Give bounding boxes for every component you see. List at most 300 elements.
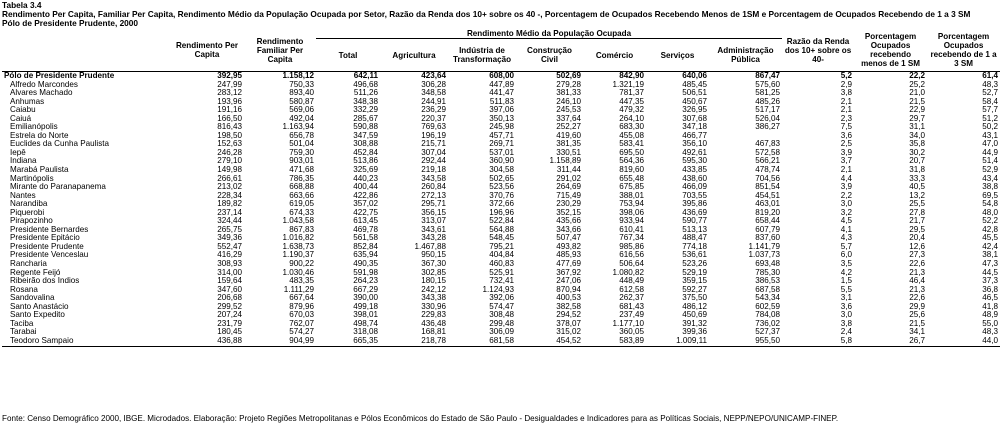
header-per-capita: Rendimento Per Capita: [170, 29, 244, 72]
table-cell: 477,69: [556, 260, 581, 269]
table-cell: 352,15: [556, 208, 581, 217]
table-cell: 159,64: [217, 277, 242, 286]
table-cell: 13,2: [909, 191, 926, 200]
table-cell: 35,8: [909, 140, 926, 149]
table-cell: 548,45: [489, 234, 514, 243]
table-cell: 295,71: [421, 200, 446, 209]
table-cell: 391,32: [682, 319, 707, 328]
table-cell: 313,07: [421, 217, 446, 226]
table-cell: 469,78: [353, 225, 378, 234]
table-cell: 180,45: [217, 328, 242, 337]
table-cell: 237,49: [619, 311, 644, 320]
table-cell: 513,86: [353, 157, 378, 166]
table-row: [2, 303, 1000, 312]
table-cell: 347,59: [353, 131, 378, 140]
table-cell: 388,01: [619, 191, 644, 200]
table-cell: 483,35: [289, 277, 314, 286]
table-cell: 350,13: [489, 114, 514, 123]
table-cell: 1.158,89: [549, 157, 581, 166]
table-cell: 658,44: [755, 217, 781, 226]
table-cell: 7,5: [840, 123, 853, 132]
table-cell: 460,83: [489, 260, 514, 269]
table-cell: 502,69: [556, 71, 581, 80]
table-cell: 4,3: [840, 234, 853, 243]
table-cell: 215,71: [421, 140, 446, 149]
table-cell: 441,47: [489, 89, 514, 98]
table-cell: 527,37: [755, 328, 781, 337]
table-cell: 38,8: [982, 183, 999, 192]
table-cell: 499,18: [353, 302, 378, 311]
table-cell: 299,52: [217, 302, 242, 311]
table-cell: 237,14: [217, 208, 242, 217]
table-cell: 22,9: [909, 106, 926, 115]
table-cell: 330,51: [556, 148, 581, 157]
table-cell: 903,01: [289, 157, 314, 166]
table-cell: 25,2: [909, 80, 926, 89]
table-cell: 419,60: [556, 131, 581, 140]
table-cell: 736,02: [755, 319, 781, 328]
table-cell: 31,1: [909, 123, 926, 132]
locality-name: Presidente Epitácio: [10, 234, 80, 243]
table-cell: 423,64: [421, 71, 446, 80]
table-cell: 715,49: [556, 191, 581, 200]
table-cell: 762,07: [289, 319, 314, 328]
table-cell: 4,2: [840, 268, 853, 277]
table-row: [2, 175, 1000, 184]
table-cell: 436,69: [682, 208, 707, 217]
table-cell: 381,33: [556, 89, 581, 98]
table-cell: 347,18: [682, 123, 707, 132]
table-cell: 506,64: [619, 260, 644, 269]
table-cell: 486,12: [682, 302, 707, 311]
table-cell: 2,1: [840, 97, 853, 106]
table-cell: 463,01: [755, 200, 781, 209]
table-cell: 732,41: [489, 277, 514, 286]
table-cell: 386,27: [755, 123, 781, 132]
locality-name: Caiabu: [10, 106, 36, 115]
table-cell: 5,7: [840, 242, 853, 251]
table-cell: 5,2: [840, 71, 853, 80]
table-cell: 314,00: [217, 268, 242, 277]
table-row: [2, 294, 1000, 303]
locality-name: Tarabai: [10, 328, 37, 337]
table-number: Tabela 3.4: [2, 0, 42, 10]
table-cell: 523,56: [489, 183, 514, 192]
table-row: [2, 89, 1000, 98]
table-cell: 378,07: [556, 319, 581, 328]
table-cell: 1.016,82: [282, 234, 314, 243]
table-cell: 4,1: [840, 225, 853, 234]
table-cell: 48,0: [982, 208, 999, 217]
table-cell: 46,5: [982, 294, 999, 303]
table-cell: 1.638,73: [282, 242, 314, 251]
table-cell: 3,8: [840, 89, 853, 98]
table-cell: 343,38: [421, 294, 446, 303]
table-cell: 31,8: [909, 166, 926, 175]
table-cell: 52,7: [982, 89, 999, 98]
table-cell: 759,30: [289, 148, 314, 157]
table-cell: 466,77: [682, 131, 707, 140]
table-cell: 382,58: [556, 302, 581, 311]
header-industria: Indústria de Transformação: [448, 39, 516, 72]
table-cell: 591,98: [353, 268, 378, 277]
table-cell: 523,26: [682, 260, 707, 269]
table-cell: 569,06: [289, 106, 314, 115]
table-cell: 819,20: [755, 208, 781, 217]
locality-name: Presidente Venceslau: [10, 251, 89, 260]
table-cell: 347,60: [217, 285, 242, 294]
table-cell: 2,1: [840, 106, 853, 115]
total-row: [2, 72, 1000, 81]
table-cell: 416,29: [217, 251, 242, 260]
table-cell: 507,47: [556, 234, 581, 243]
table-cell: 213,02: [217, 183, 242, 192]
table-cell: 48,3: [982, 328, 999, 337]
header-1a3sm: Porcentagem Ocupados recebendo de 1 a 3 SM: [927, 29, 1000, 72]
locality-name: Rosana: [10, 285, 38, 294]
locality-name: Presidente Prudente: [10, 242, 84, 251]
table-cell: 198,50: [217, 131, 242, 140]
table-cell: 3,7: [840, 157, 853, 166]
table-cell: 41,8: [982, 302, 999, 311]
table-cell: 180,15: [421, 277, 446, 286]
table-cell: 367,92: [556, 268, 581, 277]
table-cell: 45,5: [982, 234, 999, 243]
table-cell: 36,8: [982, 285, 999, 294]
locality-name: Presidente Bernardes: [10, 225, 89, 234]
locality-name: Alfredo Marcondes: [10, 80, 78, 89]
table-cell: 330,96: [421, 302, 446, 311]
table-row: [2, 123, 1000, 132]
table-cell: 769,63: [421, 123, 446, 132]
table-cell: 247,99: [217, 80, 242, 89]
table-row: [2, 81, 1000, 90]
table-cell: 526,04: [755, 114, 781, 123]
table-cell: 400,53: [556, 294, 581, 303]
table-cell: 372,66: [489, 200, 514, 209]
table-cell: 52,9: [982, 166, 999, 175]
source-note: Fonte: Censo Demográfico 2000, IBGE. Microdados. Elaboração: Projeto Regiões Metropolitanas e Pólos Econômicos do Estado de São Paulo - Desigualdades e Indicadores para as Políticas Sociais, NEPP/NEPO/UNICAMP-FINEP.: [2, 414, 839, 423]
table-cell: 390,00: [353, 294, 378, 303]
table-cell: 360,05: [619, 328, 644, 337]
table-cell: 1.111,29: [283, 285, 314, 294]
table-cell: 674,33: [289, 208, 314, 217]
table-cell: 51,4: [982, 157, 999, 166]
table-cell: 12,6: [909, 242, 926, 251]
table-cell: 370,76: [489, 191, 514, 200]
table-cell: 168,81: [421, 328, 446, 337]
table-cell: 511,83: [489, 97, 514, 106]
table-row: [2, 311, 1000, 320]
table-cell: 3,0: [840, 200, 853, 209]
table-cell: 196,19: [421, 131, 446, 140]
table-cell: 583,41: [619, 140, 644, 149]
table-cell: 193,96: [217, 97, 242, 106]
table-cell: 400,44: [353, 183, 378, 192]
table-cell: 1.158,12: [282, 71, 314, 80]
table-cell: 448,49: [619, 277, 644, 286]
table-cell: 265,75: [217, 225, 242, 234]
table-cell: 663,66: [289, 191, 314, 200]
table-cell: 440,23: [353, 174, 378, 183]
table-cell: 299,48: [489, 319, 514, 328]
header-agricultura: Agricultura: [380, 39, 448, 72]
table-cell: 485,45: [682, 80, 707, 89]
table-cell: 6,0: [840, 251, 853, 260]
header-familiar: Rendimento Familiar Per Capita: [244, 29, 316, 72]
table-cell: 4,4: [840, 174, 853, 183]
table-cell: 392,95: [217, 71, 242, 80]
table-cell: 656,78: [289, 131, 314, 140]
table-cell: 343,61: [421, 225, 446, 234]
table-cell: 687,58: [755, 285, 781, 294]
table-cell: 29,7: [909, 114, 926, 123]
table-cell: 447,89: [489, 80, 514, 89]
table-cell: 536,61: [682, 251, 707, 260]
table-cell: 236,29: [421, 106, 446, 115]
table-cell: 357,02: [353, 200, 378, 209]
table-cell: 2,3: [840, 114, 853, 123]
table-cell: 306,28: [421, 80, 446, 89]
table-cell: 292,44: [421, 157, 446, 166]
locality-name: Emilianópolis: [10, 123, 58, 132]
table-cell: 337,64: [556, 114, 581, 123]
table-cell: 398,06: [619, 208, 644, 217]
table-cell: 422,86: [353, 191, 378, 200]
locality-name: Euclides da Cunha Paulista: [10, 140, 109, 149]
locality-name: Piquerobi: [10, 208, 45, 217]
table-row: [2, 337, 1000, 346]
table-cell: 34,0: [909, 131, 926, 140]
table-cell: 44,0: [927, 337, 1000, 346]
table-cell: 38,1: [982, 251, 999, 260]
locality-name: Santo Expedito: [10, 311, 65, 320]
table-cell: 1.177,10: [612, 319, 644, 328]
table-subtitle: Pólo de Presidente Prudente, 2000: [2, 18, 139, 28]
table-row: [2, 260, 1000, 269]
table-cell: 492,04: [289, 114, 314, 123]
table-cell: 348,38: [353, 97, 378, 106]
table-cell: 69,5: [982, 191, 999, 200]
table-cell: 867,47: [755, 71, 781, 80]
table-cell: 343,58: [421, 174, 446, 183]
table-cell: 196,96: [489, 208, 514, 217]
table-cell: 399,36: [682, 328, 707, 337]
table-cell: 851,54: [755, 183, 781, 192]
table-cell: 454,51: [755, 191, 781, 200]
table-cell: 616,56: [619, 251, 644, 260]
table-cell: 54,8: [982, 200, 999, 209]
table-cell: 592,27: [682, 285, 707, 294]
table-cell: 348,58: [421, 89, 446, 98]
table-cell: 455,08: [619, 131, 644, 140]
table-cell: 43,1: [982, 131, 999, 140]
table-cell: 750,33: [289, 80, 314, 89]
table-row: [2, 243, 1000, 252]
table-cell: 386,53: [755, 277, 781, 286]
table-cell: 1.080,82: [612, 268, 644, 277]
table-cell: 25,5: [909, 200, 926, 209]
table-cell: 246,10: [556, 97, 581, 106]
table-cell: 231,79: [217, 319, 242, 328]
table-cell: 306,09: [489, 328, 514, 337]
table-cell: 242,12: [421, 285, 446, 294]
table-cell: 244,91: [421, 97, 446, 106]
locality-name: Taciba: [10, 319, 34, 328]
table-cell: 517,17: [755, 106, 781, 115]
table-row: [2, 157, 1000, 166]
table-cell: 574,47: [489, 302, 514, 311]
table-cell: 43,4: [982, 174, 999, 183]
table-cell: 529,19: [682, 268, 707, 277]
table-cell: 304,58: [489, 166, 514, 175]
table-cell: 332,29: [353, 106, 378, 115]
table-cell: 343,28: [421, 234, 446, 243]
table-cell: 595,30: [682, 157, 707, 166]
table-cell: 695,50: [619, 148, 644, 157]
table-cell: 879,96: [289, 302, 314, 311]
table-cell: 1.163,94: [282, 123, 314, 132]
table-cell: 22,2: [909, 71, 926, 80]
table-cell: 3,6: [840, 302, 853, 311]
table-cell: 397,06: [489, 106, 514, 115]
table-cell: 57,7: [982, 106, 999, 115]
table-cell: 457,71: [489, 131, 514, 140]
table-cell: 149,98: [217, 166, 242, 175]
table-cell: 438,60: [682, 174, 707, 183]
table-cell: 191,16: [217, 106, 242, 115]
header-servicos: Serviços: [646, 39, 709, 72]
table-cell: 590,77: [682, 217, 707, 226]
table-cell: 50,2: [982, 123, 999, 132]
header-comercio: Comércio: [583, 39, 646, 72]
table-cell: 564,36: [619, 157, 644, 166]
table-cell: 229,83: [421, 311, 446, 320]
table-cell: 58,4: [982, 97, 999, 106]
table-cell: 44,5: [982, 268, 999, 277]
table-cell: 262,37: [619, 294, 644, 303]
table-cell: 392,06: [489, 294, 514, 303]
table-row: [2, 209, 1000, 218]
table-cell: 356,15: [421, 208, 446, 217]
table-cell: 2,4: [840, 328, 853, 337]
table-cell: 3,1: [840, 294, 853, 303]
table-cell: 561,58: [353, 234, 378, 243]
table-cell: 842,90: [619, 71, 644, 80]
locality-name: Teodoro Sampaio: [2, 337, 170, 346]
table-cell: 48,9: [982, 311, 999, 320]
table-cell: 21,3: [909, 268, 926, 277]
table-cell: 670,03: [289, 311, 314, 320]
table-row: [2, 217, 1000, 226]
table-cell: 21,5: [909, 97, 926, 106]
table-row: [2, 269, 1000, 278]
table-cell: 220,37: [421, 114, 446, 123]
table-cell: 693,48: [755, 260, 781, 269]
table-cell: 681,58: [448, 337, 516, 346]
header-administracao: Administração Pública: [709, 39, 782, 72]
table-cell: 48,3: [982, 80, 999, 89]
table-cell: 496,68: [353, 80, 378, 89]
locality-name: Regente Feijó: [10, 268, 61, 277]
table-cell: 264,10: [619, 114, 644, 123]
table-cell: 575,60: [755, 80, 781, 89]
table-cell: 3,9: [840, 183, 853, 192]
header-construcao: Construção Civil: [516, 39, 583, 72]
table-cell: 640,06: [682, 71, 707, 80]
table-cell: 602,59: [755, 302, 781, 311]
table-cell: 485,26: [755, 97, 781, 106]
table-cell: 356,10: [682, 140, 707, 149]
header-locality: [2, 29, 170, 72]
table-cell: 3,0: [840, 311, 853, 320]
table-cell: 583,89: [583, 337, 646, 346]
table-cell: 703,55: [682, 191, 707, 200]
table-cell: 501,04: [289, 140, 314, 149]
table-cell: 607,79: [755, 225, 781, 234]
table-cell: 22,6: [909, 294, 926, 303]
table-cell: 37,3: [982, 277, 999, 286]
table-cell: 667,64: [289, 294, 314, 303]
table-cell: 291,02: [556, 174, 581, 183]
table-cell: 1.321,19: [612, 80, 644, 89]
table-cell: 26,7: [854, 337, 927, 346]
table-cell: [709, 132, 782, 141]
table-cell: 326,95: [682, 106, 707, 115]
table-cell: 675,85: [619, 183, 644, 192]
table-cell: 3,6: [840, 131, 853, 140]
table-cell: 933,94: [619, 217, 644, 226]
locality-name: Pirapozinho: [10, 217, 53, 226]
locality-name: Caiuá: [10, 114, 32, 123]
table-row: [2, 98, 1000, 107]
table-body: [2, 72, 1000, 347]
table-cell: 612,58: [619, 285, 644, 294]
table-cell: 893,40: [289, 89, 314, 98]
table-cell: 985,86: [619, 242, 644, 251]
table-cell: 619,05: [289, 200, 314, 209]
locality-name: Iepê: [10, 148, 26, 157]
table-cell: 608,00: [489, 71, 514, 80]
table-row: [2, 328, 1000, 337]
table-cell: 27,3: [909, 251, 926, 260]
table-cell: 152,63: [217, 140, 242, 149]
table-cell: 485,93: [556, 251, 581, 260]
table-cell: 206,68: [217, 294, 242, 303]
table-cell: 452,84: [353, 148, 378, 157]
table-row: [2, 226, 1000, 235]
table-cell: 218,78: [380, 337, 448, 346]
locality-name: Martinópolis: [10, 174, 54, 183]
table-cell: 1.043,58: [282, 217, 314, 226]
table-cell: 318,08: [353, 328, 378, 337]
table-cell: 279,28: [556, 80, 581, 89]
table-cell: 900,22: [289, 260, 314, 269]
table-row: [2, 166, 1000, 175]
table-cell: 21,3: [909, 285, 926, 294]
table-cell: 42,4: [982, 242, 999, 251]
table-cell: 40,5: [909, 183, 926, 192]
table-cell: 47,3: [982, 260, 999, 269]
table-cell: 5,5: [840, 285, 853, 294]
table-row: [2, 149, 1000, 158]
table-cell: 1.124,93: [482, 285, 514, 294]
table-cell: 398,01: [353, 311, 378, 320]
table-cell: 359,15: [682, 277, 707, 286]
table-cell: 819,60: [619, 166, 644, 175]
table-cell: 1.030,46: [282, 268, 314, 277]
locality-name: Anhumas: [10, 97, 45, 106]
